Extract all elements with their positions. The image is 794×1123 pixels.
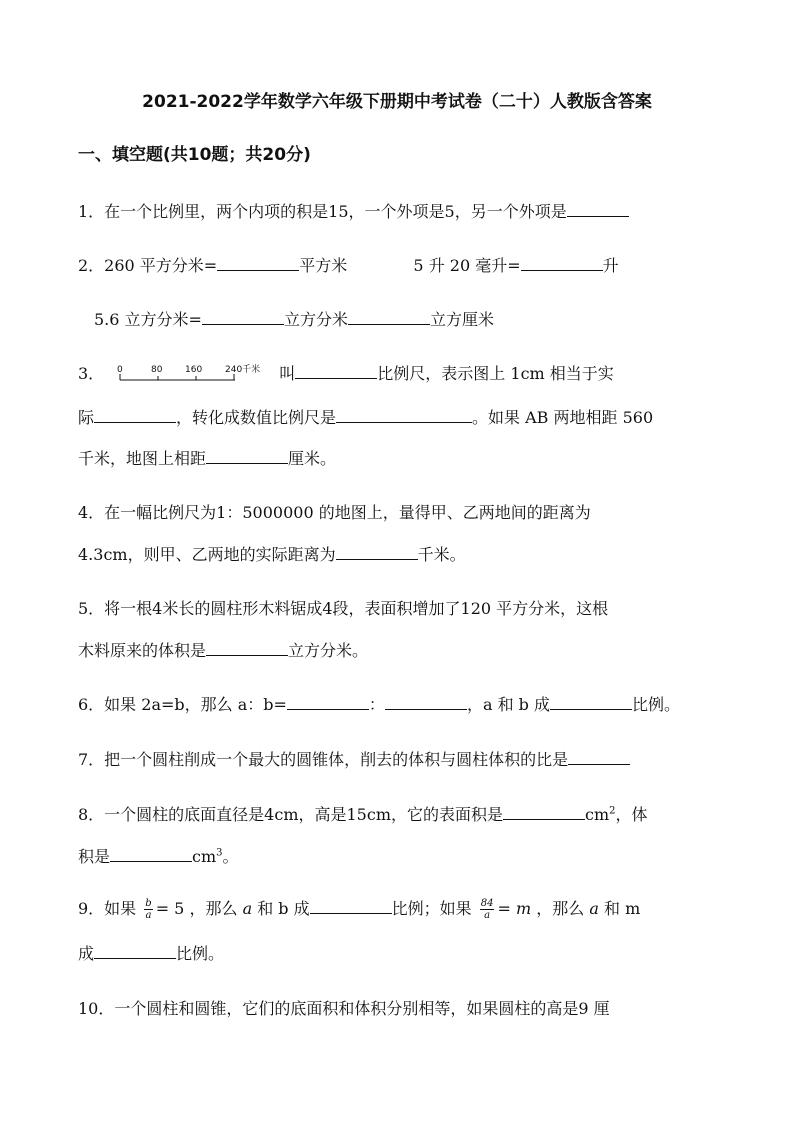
- answer-blank[interactable]: [310, 896, 392, 914]
- question-text: 。: [222, 847, 239, 866]
- question-3-line-2: [78, 405, 653, 428]
- superscript: 3: [216, 847, 223, 859]
- scale-tick-label: 80: [151, 364, 163, 375]
- question-text: 。如果 AB 两地相距 560: [472, 408, 654, 427]
- fraction-numerator: b: [145, 898, 152, 909]
- fraction-denominator: a: [484, 910, 491, 921]
- question-text: 成: [78, 944, 95, 963]
- question-8-line-2: [78, 844, 239, 867]
- question-10: [78, 996, 610, 1019]
- question-text: 5．将一根4米长的圆柱形木料锯成4段，表面积增加了120 平方分米，这根: [78, 599, 609, 618]
- answer-blank[interactable]: [521, 253, 603, 271]
- unit-text: 厘米。: [288, 449, 337, 468]
- question-text: 7．把一个圆柱削成一个最大的圆锥体，削去的体积与圆柱体积的比是: [78, 750, 569, 769]
- question-text: 和 b 成: [257, 899, 310, 918]
- equation-text: = 5: [155, 899, 185, 918]
- answer-blank[interactable]: [336, 405, 472, 423]
- question-text: 积是: [78, 847, 111, 866]
- answer-blank[interactable]: [202, 307, 284, 325]
- question-text: ，那么: [536, 899, 585, 918]
- question-3: [78, 361, 614, 388]
- unit-text: cm: [585, 805, 610, 824]
- answer-blank[interactable]: [287, 692, 369, 710]
- question-text: 比例；如果: [391, 899, 472, 918]
- answer-blank[interactable]: [567, 199, 629, 217]
- question-2: [78, 253, 619, 276]
- question-5: [78, 596, 608, 619]
- superscript: 2: [609, 805, 616, 817]
- question-number: 3．: [78, 364, 105, 383]
- scale-tick-label: 240千米: [225, 364, 261, 375]
- question-4-line-2: [78, 542, 466, 565]
- scale-tick-label: 0: [117, 364, 124, 375]
- answer-blank[interactable]: [348, 307, 430, 325]
- question-text: 4.3cm，则甲、乙两地的实际距离为: [78, 545, 336, 564]
- answer-blank[interactable]: [94, 941, 176, 959]
- question-text: 际: [78, 408, 95, 427]
- question-text: 叫: [279, 364, 296, 383]
- question-8: [78, 802, 648, 825]
- line-scale-figure: [117, 362, 267, 388]
- variable: a: [589, 899, 599, 918]
- unit-text: 千米。: [417, 545, 466, 564]
- question-text: 比例。: [631, 695, 680, 714]
- scale-tick-label: 160: [185, 364, 203, 375]
- unit-text: 立方厘米: [429, 310, 494, 329]
- answer-blank[interactable]: [110, 844, 192, 862]
- question-6: [78, 692, 680, 715]
- question-4: [78, 500, 591, 523]
- question-text: 1．在一个比例里，两个内项的积是15，一个外项是5，另一个外项是: [78, 202, 567, 221]
- fraction-numerator: 84: [480, 898, 494, 909]
- fraction: [144, 898, 152, 921]
- answer-blank[interactable]: [94, 405, 176, 423]
- question-text: 6．如果 2a=b，那么 a：b=: [78, 695, 287, 714]
- variable: a: [242, 899, 253, 918]
- question-text: ，体: [615, 805, 648, 824]
- answer-blank[interactable]: [295, 361, 377, 379]
- answer-blank[interactable]: [217, 253, 299, 271]
- question-text: ，那么: [189, 899, 238, 918]
- question-text: 4．在一幅比例尺为1：5000000 的地图上，量得甲、乙两地间的距离为: [78, 503, 591, 522]
- question-9-line-2: [78, 941, 224, 964]
- fraction: [480, 898, 495, 921]
- question-text: 5 升 20 毫升=: [413, 256, 521, 275]
- equation-text: = m: [497, 899, 532, 918]
- answer-blank[interactable]: [503, 802, 585, 820]
- question-text: 10．一个圆柱和圆锥，它们的底面积和体积分别相等，如果圆柱的高是9 厘: [78, 999, 610, 1018]
- answer-blank[interactable]: [206, 446, 288, 464]
- unit-text: 立方分米。: [288, 641, 369, 660]
- question-text: 5.6 立方分米=: [94, 310, 202, 329]
- answer-blank[interactable]: [336, 542, 418, 560]
- unit-text: cm: [192, 847, 217, 866]
- answer-blank[interactable]: [550, 692, 632, 710]
- section-heading: 一、填空题(共10题；共20分): [78, 145, 311, 165]
- unit-text: 升: [602, 256, 619, 275]
- question-text: ，转化成数值比例尺是: [176, 408, 337, 427]
- question-text: ，a 和 b 成: [466, 695, 550, 714]
- question-1: [78, 199, 629, 222]
- question-text: 木料原来的体积是: [78, 641, 207, 660]
- answer-blank[interactable]: [568, 747, 630, 765]
- question-3-line-3: [78, 446, 336, 469]
- question-text: 8．一个圆柱的底面直径是4cm，高是15cm，它的表面积是: [78, 805, 503, 824]
- question-text: 千米，地图上相距: [78, 449, 207, 468]
- unit-text: 立方分米: [283, 310, 348, 329]
- question-text: 和 m: [603, 899, 641, 918]
- fraction-denominator: a: [145, 910, 152, 921]
- question-2-part-2: [94, 307, 494, 330]
- unit-text: 平方米: [299, 256, 348, 275]
- question-text: 2．260 平方分米=: [78, 256, 218, 275]
- question-9: [78, 896, 640, 921]
- question-text: ：: [368, 695, 385, 714]
- question-text: 比例尺，表示图上 1cm 相当于实: [377, 364, 614, 383]
- answer-blank[interactable]: [206, 638, 288, 656]
- page-title: 2021-2022学年数学六年级下册期中考试卷（二十）人教版含答案: [142, 92, 652, 112]
- question-7: [78, 747, 630, 770]
- question-text: 比例。: [176, 944, 225, 963]
- question-text: 9．如果: [78, 899, 137, 918]
- question-5-line-2: [78, 638, 368, 661]
- answer-blank[interactable]: [385, 692, 467, 710]
